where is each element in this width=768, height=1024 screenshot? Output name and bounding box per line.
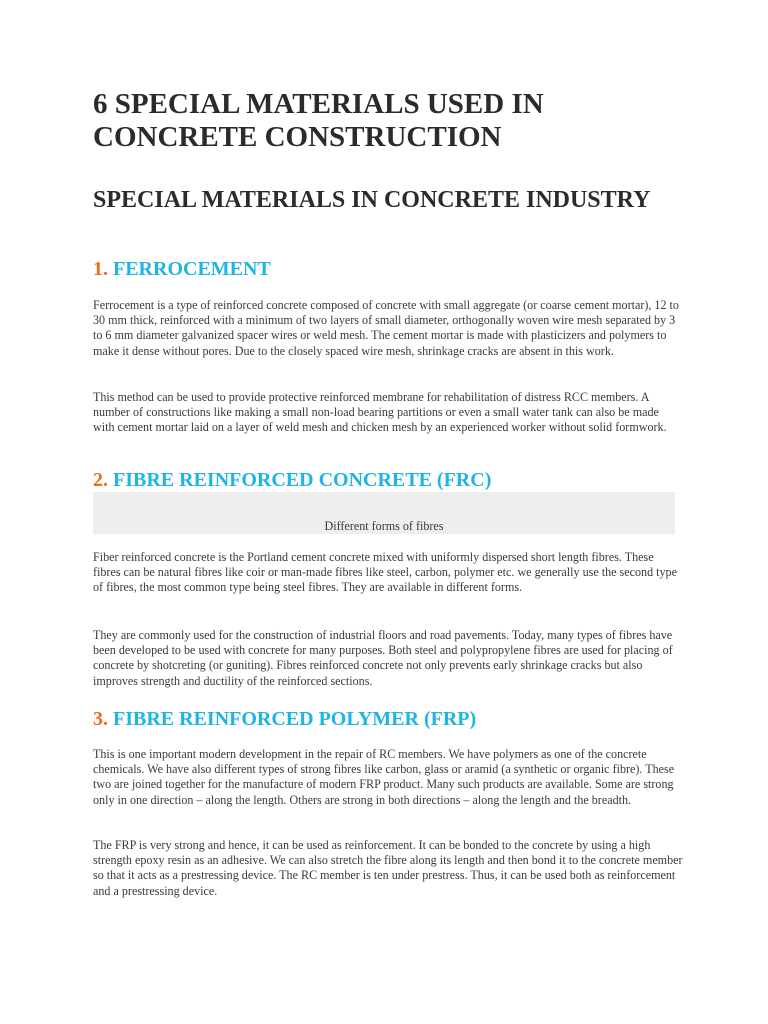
- section-heading-frp: [93, 707, 476, 731]
- paragraph: Ferrocement is a type of reinforced concrete composed of concrete with small aggregate (or coarse cement mortar), 12 to 30 mm thick, reinforced with a minimum of two layers of small diameter, orthogonally woven wire mesh separated by 3 to 6 mm diameter galvanized spacer wires or weld mesh. The cement mortar is made with plasticizers and polymers to make it dense without pores. Due to the closely spaced wire mesh, shrinkage cracks are absent in this work.: [93, 298, 679, 358]
- section-number: 1.: [93, 258, 108, 280]
- figure-caption: Different forms of fibres: [324, 519, 444, 533]
- figure-placeholder: [93, 492, 675, 534]
- paragraph: They are commonly used for the construction of industrial floors and road pavements. Today, many types of fibres have been developed to be used with concrete for many purposes. Both steel and polypropylene fibres are used for placing of concrete by shotcreting (or guniting). Fibres reinforced concrete not only prevents early shrinkage cracks but also improves strength and ductility of the reinforced sections.: [93, 628, 673, 688]
- paragraph: This is one important modern development in the repair of RC members. We have polymers as one of the concrete chemicals. We have also different types of strong fibres like carbon, glass or aramid (a synthetic or organic fibre). These two are joined together for the manufacture of modern FRP product. Many such products are available. Some are strong only in one direction – along the length. Others are strong in both directions – along the length and the breadth.: [93, 747, 675, 807]
- section-heading-frc: [93, 468, 491, 492]
- section-heading-ferrocement: [93, 257, 271, 281]
- page-subtitle: SPECIAL MATERIALS IN CONCRETE INDUSTRY: [93, 187, 651, 213]
- page-title: 6 SPECIAL MATERIALS USED IN CONCRETE CONSTRUCTION: [93, 88, 544, 153]
- paragraph: This method can be used to provide protective reinforced membrane for rehabilitation of distress RCC members. A number of constructions like making a small non-load bearing partitions or even a small water tank can also be made with cement mortar laid on a layer of weld mesh and chicken mesh by an experienced worker without solid formwork.: [93, 390, 667, 435]
- section-number: 2.: [93, 469, 108, 491]
- section-number: 3.: [93, 708, 108, 730]
- paragraph: The FRP is very strong and hence, it can be used as reinforcement. It can be bonded to the concrete by using a high strength epoxy resin as an adhesive. We can also stretch the fibre along its length and then bond it to the concrete member so that it acts as a prestressing device. The RC member is ten under prestress. Thus, it can be used both as reinforcement and a prestressing device.: [93, 838, 683, 898]
- section-heading-text: FIBRE REINFORCED CONCRETE (FRC): [113, 469, 492, 491]
- section-heading-text: FERROCEMENT: [113, 258, 271, 280]
- section-heading-text: FIBRE REINFORCED POLYMER (FRP): [113, 708, 477, 730]
- paragraph: Fiber reinforced concrete is the Portland cement concrete mixed with uniformly dispersed short length fibres. These fibres can be natural fibres like coir or man-made fibres like steel, carbon, polymer etc. we generally use the second type of fibres, the most common type being steel fibres. They are available in different forms.: [93, 550, 677, 595]
